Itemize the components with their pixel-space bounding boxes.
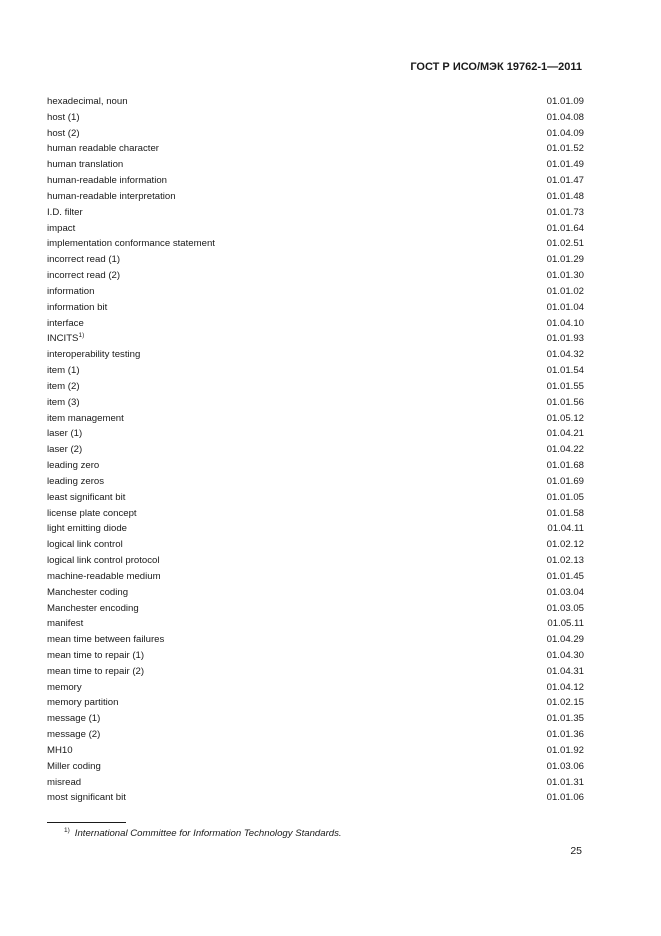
index-entry <box>47 268 584 284</box>
footnote-divider <box>47 822 126 823</box>
index-entry <box>47 648 584 664</box>
entry-code: 01.04.08 <box>546 111 584 123</box>
entry-term-text: I.D. filter <box>47 206 83 218</box>
index-entry <box>47 426 584 442</box>
entry-term <box>47 205 83 221</box>
entry-term-text: incorrect read (1) <box>47 254 121 266</box>
entry-code: 01.01.93 <box>546 333 584 345</box>
entry-code: 01.03.04 <box>546 586 584 598</box>
entry-term-text: manifest <box>47 618 84 630</box>
entry-term-text: human translation <box>47 159 124 171</box>
entry-code: 01.04.29 <box>546 634 584 646</box>
entry-term-text: interface <box>47 317 84 329</box>
entry-code: 01.01.31 <box>546 776 584 788</box>
entry-code: 01.04.21 <box>546 428 584 440</box>
entry-code: 01.05.11 <box>547 618 584 630</box>
entry-term-text: laser (2) <box>47 444 83 456</box>
entry-term-text: host (1) <box>47 111 80 123</box>
entry-term <box>47 743 73 759</box>
index-entry <box>47 474 584 490</box>
entry-term-text: laser (1) <box>47 428 83 440</box>
entry-term <box>47 157 123 173</box>
entry-code: 01.01.47 <box>546 175 584 187</box>
entry-term-text: Manchester coding <box>47 586 129 598</box>
entry-code: 01.01.04 <box>546 301 584 313</box>
entry-term-text: item (3) <box>47 396 80 408</box>
entry-term <box>47 790 126 806</box>
entry-code: 01.02.15 <box>546 697 584 709</box>
entry-code: 01.01.48 <box>546 190 584 202</box>
entry-term-text: leading zero <box>47 460 100 472</box>
entry-term-text: item management <box>47 412 124 424</box>
entry-term-text: impact <box>47 222 76 234</box>
index-entry <box>47 727 584 743</box>
entry-term-text: mean time between failures <box>47 634 165 646</box>
entry-term <box>47 126 80 142</box>
entry-code: 01.01.56 <box>546 396 584 408</box>
entry-term-text: interoperability testing <box>47 349 141 361</box>
index-entry <box>47 569 584 585</box>
index-entry <box>47 284 584 300</box>
index-entry <box>47 759 584 775</box>
index-entry <box>47 94 584 110</box>
entry-code: 01.01.73 <box>546 206 584 218</box>
entry-term-text: least significant bit <box>47 491 126 503</box>
entry-term <box>47 426 82 442</box>
entry-term <box>47 173 167 189</box>
entry-term <box>47 474 104 490</box>
entry-code: 01.04.30 <box>546 649 584 661</box>
entry-term-text: host (2) <box>47 127 80 139</box>
entry-code: 01.01.92 <box>546 744 584 756</box>
entry-code: 01.01.35 <box>546 713 584 725</box>
entry-term-text: MH10 <box>47 744 73 756</box>
entry-term <box>47 458 99 474</box>
index-entry <box>47 506 584 522</box>
entry-term-text: message (2) <box>47 729 101 741</box>
index-entry <box>47 363 584 379</box>
index-entry <box>47 680 584 696</box>
entry-term <box>47 331 84 347</box>
entry-term <box>47 569 161 585</box>
entry-code: 01.04.32 <box>546 349 584 361</box>
index-entry <box>47 553 584 569</box>
index-entry <box>47 743 584 759</box>
entry-term-text: mean time to repair (1) <box>47 649 145 661</box>
entry-term-text: Miller coding <box>47 760 101 772</box>
entry-term <box>47 141 159 157</box>
index-entry <box>47 157 584 173</box>
entry-term <box>47 585 128 601</box>
term-index-list <box>47 94 584 806</box>
footnote <box>64 827 342 839</box>
index-entry <box>47 300 584 316</box>
entry-code: 01.02.51 <box>546 238 584 250</box>
entry-code: 01.01.36 <box>546 729 584 741</box>
entry-term-text: INCITS <box>47 333 79 345</box>
entry-code: 01.03.06 <box>546 760 584 772</box>
footnote-reference: 1) <box>78 332 85 340</box>
entry-code: 01.01.58 <box>546 507 584 519</box>
index-entry <box>47 221 584 237</box>
index-entry <box>47 126 584 142</box>
entry-term <box>47 284 94 300</box>
entry-term <box>47 648 144 664</box>
entry-term-text: logical link control <box>47 539 123 551</box>
entry-code: 01.02.13 <box>546 555 584 567</box>
entry-term-text: leading zeros <box>47 475 105 487</box>
entry-term-text: incorrect read (2) <box>47 270 121 282</box>
index-entry <box>47 331 584 347</box>
entry-term <box>47 680 82 696</box>
entry-code: 01.02.12 <box>546 539 584 551</box>
entry-code: 01.01.30 <box>546 270 584 282</box>
footnote-mark: 1) <box>64 827 70 834</box>
entry-code: 01.01.69 <box>546 475 584 487</box>
index-entry <box>47 411 584 427</box>
entry-term <box>47 553 160 569</box>
entry-term <box>47 411 124 427</box>
index-entry <box>47 616 584 632</box>
index-entry <box>47 347 584 363</box>
entry-term <box>47 759 101 775</box>
entry-code: 01.01.52 <box>546 143 584 155</box>
entry-term-text: human-readable information <box>47 175 167 187</box>
index-entry <box>47 458 584 474</box>
index-entry <box>47 695 584 711</box>
entry-term-text: human-readable interpretation <box>47 190 176 202</box>
entry-term-text: human readable character <box>47 143 159 155</box>
entry-code: 01.01.09 <box>546 96 584 107</box>
entry-term-text: item (2) <box>47 380 80 392</box>
index-entry <box>47 379 584 395</box>
entry-code: 01.03.05 <box>546 602 584 614</box>
entry-term <box>47 537 123 553</box>
entry-code: 01.01.54 <box>546 365 584 377</box>
entry-term-text: machine-readable medium <box>47 570 161 582</box>
entry-term-text: item (1) <box>47 365 80 377</box>
entry-term <box>47 442 82 458</box>
entry-term <box>47 236 215 252</box>
index-entry <box>47 141 584 157</box>
entry-term-text: information bit <box>47 301 108 313</box>
entry-term <box>47 664 144 680</box>
entry-term <box>47 727 100 743</box>
entry-code: 01.01.02 <box>546 285 584 297</box>
entry-term <box>47 363 80 379</box>
entry-term-text: most significant bit <box>47 792 126 804</box>
entry-term <box>47 632 164 648</box>
entry-term-text: misread <box>47 776 82 788</box>
entry-term-text: memory <box>47 681 82 693</box>
index-entry <box>47 236 584 252</box>
entry-code: 01.04.31 <box>546 665 584 677</box>
entry-term <box>47 379 80 395</box>
document-header: ГОСТ Р ИСО/МЭК 19762-1—2011 <box>410 61 582 73</box>
index-entry <box>47 537 584 553</box>
entry-code: 01.01.64 <box>546 222 584 234</box>
entry-code: 01.01.29 <box>546 254 584 266</box>
entry-code: 01.04.09 <box>546 127 584 139</box>
footnote-text: International Committee for Information Technology Standards. <box>74 828 342 839</box>
entry-code: 01.01.55 <box>546 380 584 392</box>
index-entry <box>47 442 584 458</box>
entry-term <box>47 775 81 791</box>
entry-term <box>47 521 127 537</box>
index-entry <box>47 173 584 189</box>
entry-term <box>47 395 80 411</box>
entry-term-text: Manchester encoding <box>47 602 139 614</box>
entry-term-text: logical link control protocol <box>47 555 160 567</box>
entry-term-text: mean time to repair (2) <box>47 665 145 677</box>
index-entry <box>47 110 584 126</box>
entry-term-text: memory partition <box>47 697 119 709</box>
entry-code: 01.04.10 <box>546 317 584 329</box>
entry-code: 01.04.12 <box>546 681 584 693</box>
entry-code: 01.04.22 <box>546 444 584 456</box>
entry-term <box>47 94 128 110</box>
entry-term <box>47 695 118 711</box>
index-entry <box>47 395 584 411</box>
entry-term <box>47 189 176 205</box>
entry-term <box>47 300 107 316</box>
index-entry <box>47 601 584 617</box>
index-entry <box>47 585 584 601</box>
index-entry <box>47 252 584 268</box>
index-entry <box>47 316 584 332</box>
entry-code: 01.01.05 <box>546 491 584 503</box>
entry-term <box>47 601 139 617</box>
entry-term <box>47 268 120 284</box>
entry-term-text: message (1) <box>47 713 101 725</box>
index-entry <box>47 790 584 806</box>
entry-code: 01.01.49 <box>546 159 584 171</box>
entry-term-text: information <box>47 285 95 297</box>
entry-code: 01.05.12 <box>546 412 584 424</box>
entry-code: 01.01.45 <box>546 570 584 582</box>
entry-code: 01.01.68 <box>546 460 584 472</box>
index-entry <box>47 189 584 205</box>
entry-term-text: light emitting diode <box>47 523 127 535</box>
index-entry <box>47 711 584 727</box>
index-entry <box>47 664 584 680</box>
entry-term <box>47 347 140 363</box>
entry-term-text: license plate concept <box>47 507 137 519</box>
entry-term <box>47 252 120 268</box>
entry-term <box>47 316 84 332</box>
entry-term <box>47 506 137 522</box>
index-entry <box>47 490 584 506</box>
entry-term-text: implementation conformance statement <box>47 238 215 250</box>
index-entry <box>47 205 584 221</box>
entry-term <box>47 616 83 632</box>
entry-term-text: hexadecimal, noun <box>47 96 128 107</box>
entry-term <box>47 221 75 237</box>
index-entry <box>47 632 584 648</box>
entry-term <box>47 490 125 506</box>
page-number: 25 <box>570 845 582 857</box>
entry-code: 01.04.11 <box>547 523 584 535</box>
index-entry <box>47 521 584 537</box>
index-entry <box>47 775 584 791</box>
entry-term <box>47 711 100 727</box>
entry-term <box>47 110 80 126</box>
entry-code: 01.01.06 <box>546 792 584 804</box>
